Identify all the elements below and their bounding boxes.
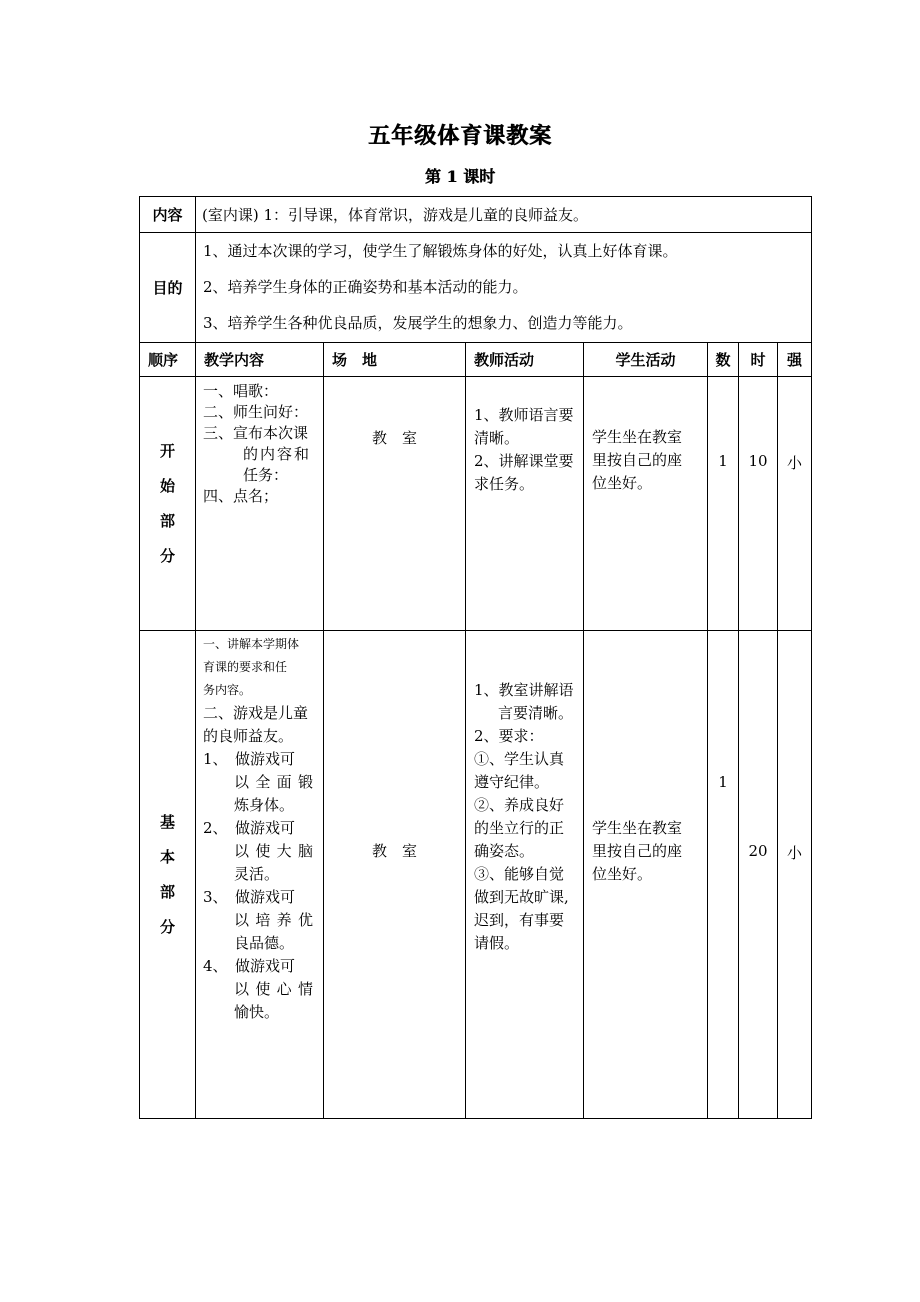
teaching-content: 一、唱歌： 二、师生问好： 三、宣布本次课 的内容和 任务： 四、点名； — [196, 377, 324, 631]
venue: 教 室 — [324, 377, 466, 631]
objective-item: 2、培养学生身体的正确姿势和基本活动的能力。 — [203, 278, 528, 296]
content-row — [140, 197, 812, 233]
content-text: (室内课) 1：引导课，体育常识，游戏是儿童的良师益友。 — [196, 197, 812, 233]
intensity: 小 — [778, 377, 812, 631]
objective-row — [140, 233, 812, 343]
page-title: 五年级体育课教案 — [367, 123, 552, 149]
header-order: 顺序 — [140, 343, 196, 377]
objective-label: 目的 — [140, 233, 196, 343]
section-main — [140, 631, 812, 1119]
content-label: 内容 — [140, 197, 196, 233]
objective-item: 3、培养学生各种优良品质，发展学生的想象力、创造力等能力。 — [203, 314, 633, 332]
header-venue: 场 地 — [324, 343, 466, 377]
header-student: 学生活动 — [584, 343, 708, 377]
lesson-number: 第 1 课时 — [424, 167, 496, 186]
student-activity: 学生坐在教室 里按自己的座 位坐好。 — [584, 631, 708, 1119]
header-teacher: 教师活动 — [466, 343, 584, 377]
section-name: 基 本 部 分 — [140, 631, 196, 1119]
venue: 教 室 — [324, 631, 466, 1119]
section-name: 开 始 部 分 — [140, 377, 196, 631]
objective-item: 1、通过本次课的学习，使学生了解锻炼身体的好处，认真上好体育课。 — [203, 242, 678, 260]
header-time: 时 — [739, 343, 778, 377]
teaching-content: 一、讲解本学期体 育课的要求和任 务内容。 二、游戏是儿童 的良师益友。 1、 做游戏可 以全面锻 炼身体。 2、 做游戏可 以使大脑 灵活。 3、 做游戏可 以培养优 良品德。 4、 做游戏可 以使心情 愉快。 — [196, 631, 324, 1119]
time: 10 — [739, 377, 778, 631]
lesson-plan-table — [139, 196, 812, 1119]
intensity: 小 — [778, 631, 812, 1119]
header-count: 数 — [708, 343, 739, 377]
objective-list — [196, 233, 812, 343]
teacher-activity: 1、教师语言要 清晰。 2、讲解课堂要 求任务。 — [466, 377, 584, 631]
header-content: 教学内容 — [196, 343, 324, 377]
header-intensity: 强 — [778, 343, 812, 377]
section-opening — [140, 377, 812, 631]
count: 1 — [708, 377, 739, 631]
header-row — [140, 343, 812, 377]
student-activity: 学生坐在教室 里按自己的座 位坐好。 — [584, 377, 708, 631]
teacher-activity: 1、教室讲解语 言要清晰。 2、要求： ①、学生认真 遵守纪律。 ②、养成良好 的坐立行的正 确姿态。 ③、能够自觉 做到无故旷课, 迟到，有事要 请假。 — [466, 631, 584, 1119]
time: 20 — [739, 631, 778, 1119]
count: 1 — [708, 631, 739, 1119]
